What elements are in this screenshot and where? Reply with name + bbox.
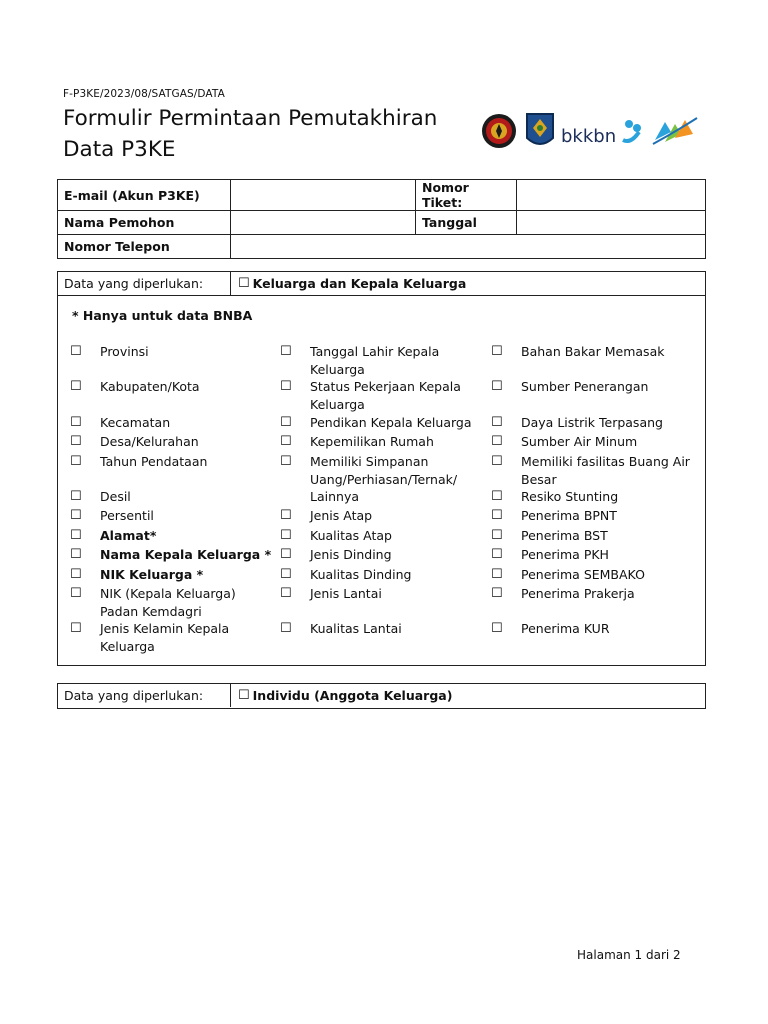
ticket-number-label: Nomor Tiket:	[416, 180, 517, 211]
list-item[interactable]: ☐ Penerima SEMBAKO	[491, 567, 645, 582]
title-line-2: Data P3KE	[63, 137, 176, 162]
kemendagri-emblem-icon	[525, 112, 555, 150]
list-item[interactable]: ☐ Kualitas Dinding	[280, 567, 412, 582]
checkbox-icon[interactable]: ☐	[491, 567, 503, 582]
document-title	[63, 103, 463, 165]
list-item[interactable]: ☐ Penerima Prakerja	[491, 586, 635, 601]
checkbox-icon[interactable]: ☐	[280, 508, 292, 523]
checkbox-icon[interactable]: ☐	[491, 528, 503, 543]
checkbox-icon[interactable]: ☐	[70, 547, 82, 562]
checkbox-icon[interactable]: ☐	[70, 415, 82, 430]
section-header	[58, 272, 705, 296]
checkbox-icon[interactable]: ☐	[70, 621, 82, 636]
individual-data-option-label: Individu (Anggota Keluarga)	[252, 688, 453, 703]
list-item[interactable]: ☐ Sumber Air Minum	[491, 434, 638, 449]
list-item[interactable]: ☐ Jenis Kelamin Kepala Keluarga	[70, 621, 230, 654]
checkbox-icon[interactable]: ☐	[238, 276, 250, 291]
list-item[interactable]: ☐ Sumber Penerangan	[491, 379, 649, 394]
table-row	[58, 211, 706, 235]
checkbox-icon[interactable]: ☐	[280, 621, 292, 636]
family-data-option[interactable]	[231, 272, 473, 295]
list-item[interactable]: ☐ Pendikan Kepala Keluarga	[280, 415, 472, 430]
checkbox-icon[interactable]: ☐	[491, 454, 503, 469]
bps-logo	[651, 114, 699, 150]
date-field[interactable]	[517, 211, 706, 235]
list-item[interactable]: ☐ Penerima KUR	[491, 621, 610, 636]
date-label: Tanggal	[416, 211, 517, 235]
email-label: E-mail (Akun P3KE)	[58, 180, 231, 211]
bnba-note: * Hanya untuk data BNBA	[72, 308, 253, 323]
list-item[interactable]: ☐ Memiliki Simpanan Uang/Perhiasan/Ternak/ Lainnya	[280, 454, 458, 504]
data-required-label: Data yang diperlukan:	[58, 272, 231, 295]
individual-data-option[interactable]	[231, 684, 459, 707]
checkbox-icon[interactable]: ☐	[280, 415, 292, 430]
checkbox-icon[interactable]: ☐	[280, 379, 292, 394]
list-item[interactable]: ☐ Persentil	[70, 508, 154, 523]
checkbox-icon[interactable]: ☐	[280, 528, 292, 543]
checkbox-icon[interactable]: ☐	[70, 344, 82, 359]
list-item[interactable]: ☐ Status Pekerjaan Kepala Keluarga	[280, 379, 461, 412]
checkbox-icon[interactable]: ☐	[491, 379, 503, 394]
list-item[interactable]: ☐ Kabupaten/Kota	[70, 379, 200, 394]
checkbox-icon[interactable]: ☐	[238, 688, 250, 703]
family-data-section	[57, 271, 706, 666]
list-item[interactable]: ☐ Tanggal Lahir Kepala Keluarga	[280, 344, 440, 377]
list-item[interactable]: ☐ Kecamatan	[70, 415, 171, 430]
checkbox-icon[interactable]: ☐	[70, 567, 82, 582]
checkbox-icon[interactable]: ☐	[491, 508, 503, 523]
list-item[interactable]: ☐ Jenis Dinding	[280, 547, 392, 562]
data-required-label: Data yang diperlukan:	[58, 684, 231, 707]
list-item[interactable]: ☐ Jenis Atap	[280, 508, 373, 523]
list-item[interactable]: ☐ Nama Kepala Keluarga *	[70, 547, 272, 562]
requester-name-label: Nama Pemohon	[58, 211, 231, 235]
checkbox-icon[interactable]: ☐	[70, 586, 82, 601]
list-item[interactable]: ☐ Penerima BPNT	[491, 508, 617, 523]
list-item[interactable]: ☐ Penerima BST	[491, 528, 608, 543]
family-data-option-label: Keluarga dan Kepala Keluarga	[252, 276, 467, 291]
checkbox-icon[interactable]: ☐	[70, 434, 82, 449]
list-item[interactable]: ☐ Kualitas Lantai	[280, 621, 402, 636]
checkbox-icon[interactable]: ☐	[70, 508, 82, 523]
email-field[interactable]	[231, 180, 416, 211]
checkbox-icon[interactable]: ☐	[491, 489, 503, 504]
list-item[interactable]: ☐ NIK Keluarga *	[70, 567, 204, 582]
document-code: F-P3KE/2023/08/SATGAS/DATA	[63, 88, 225, 100]
checkbox-icon[interactable]: ☐	[280, 344, 292, 359]
checkbox-icon[interactable]: ☐	[280, 454, 292, 469]
checkbox-icon[interactable]: ☐	[491, 344, 503, 359]
requester-name-field[interactable]	[231, 211, 416, 235]
checkbox-icon[interactable]: ☐	[491, 621, 503, 636]
list-item[interactable]: ☐ Kualitas Atap	[280, 528, 392, 543]
list-item[interactable]: ☐ Bahan Bakar Memasak	[491, 344, 665, 359]
table-row	[58, 180, 706, 211]
bkkbn-logo	[561, 118, 646, 152]
bkkbn-logo-text: bkkbn	[561, 126, 617, 147]
list-item[interactable]: ☐ Desa/Kelurahan	[70, 434, 199, 449]
checkbox-icon[interactable]: ☐	[70, 528, 82, 543]
checkbox-icon[interactable]: ☐	[280, 567, 292, 582]
list-item[interactable]: ☐ Daya Listrik Terpasang	[491, 415, 663, 430]
list-item[interactable]: ☐ Jenis Lantai	[280, 586, 382, 601]
checkbox-icon[interactable]: ☐	[280, 586, 292, 601]
list-item[interactable]: ☐ Kepemilikan Rumah	[280, 434, 434, 449]
garuda-emblem-icon	[481, 112, 517, 150]
checkbox-icon[interactable]: ☐	[70, 454, 82, 469]
phone-label: Nomor Telepon	[58, 235, 231, 259]
list-item[interactable]: ☐ Memiliki fasilitas Buang Air Besar	[491, 454, 690, 487]
list-item[interactable]: ☐ Resiko Stunting	[491, 489, 619, 504]
title-line-1: Formulir Permintaan Pemutakhiran	[63, 106, 438, 131]
checkbox-icon[interactable]: ☐	[491, 586, 503, 601]
checkbox-icon[interactable]: ☐	[491, 415, 503, 430]
page-number: Halaman 1 dari 2	[577, 948, 681, 962]
section-header	[58, 684, 705, 707]
list-item[interactable]: ☐ NIK (Kepala Keluarga) Padan Kemdagri	[70, 586, 236, 619]
list-item[interactable]: ☐ Tahun Pendataan	[70, 454, 208, 469]
checkbox-icon[interactable]: ☐	[70, 379, 82, 394]
list-item[interactable]: ☐ Penerima PKH	[491, 547, 609, 562]
checkbox-icon[interactable]: ☐	[280, 547, 292, 562]
checkbox-icon[interactable]: ☐	[70, 489, 82, 504]
requester-info-table	[57, 179, 706, 259]
individual-data-section	[57, 683, 706, 709]
ticket-number-field[interactable]	[517, 180, 706, 211]
list-item[interactable]: ☐ Alamat*	[70, 528, 157, 543]
list-item[interactable]: ☐ Provinsi	[70, 344, 149, 359]
checkbox-icon[interactable]: ☐	[491, 547, 503, 562]
phone-field[interactable]	[231, 235, 706, 259]
list-item[interactable]: ☐ Desil	[70, 489, 131, 504]
table-row	[58, 235, 706, 259]
checkbox-icon[interactable]: ☐	[280, 434, 292, 449]
checkbox-icon[interactable]: ☐	[491, 434, 503, 449]
